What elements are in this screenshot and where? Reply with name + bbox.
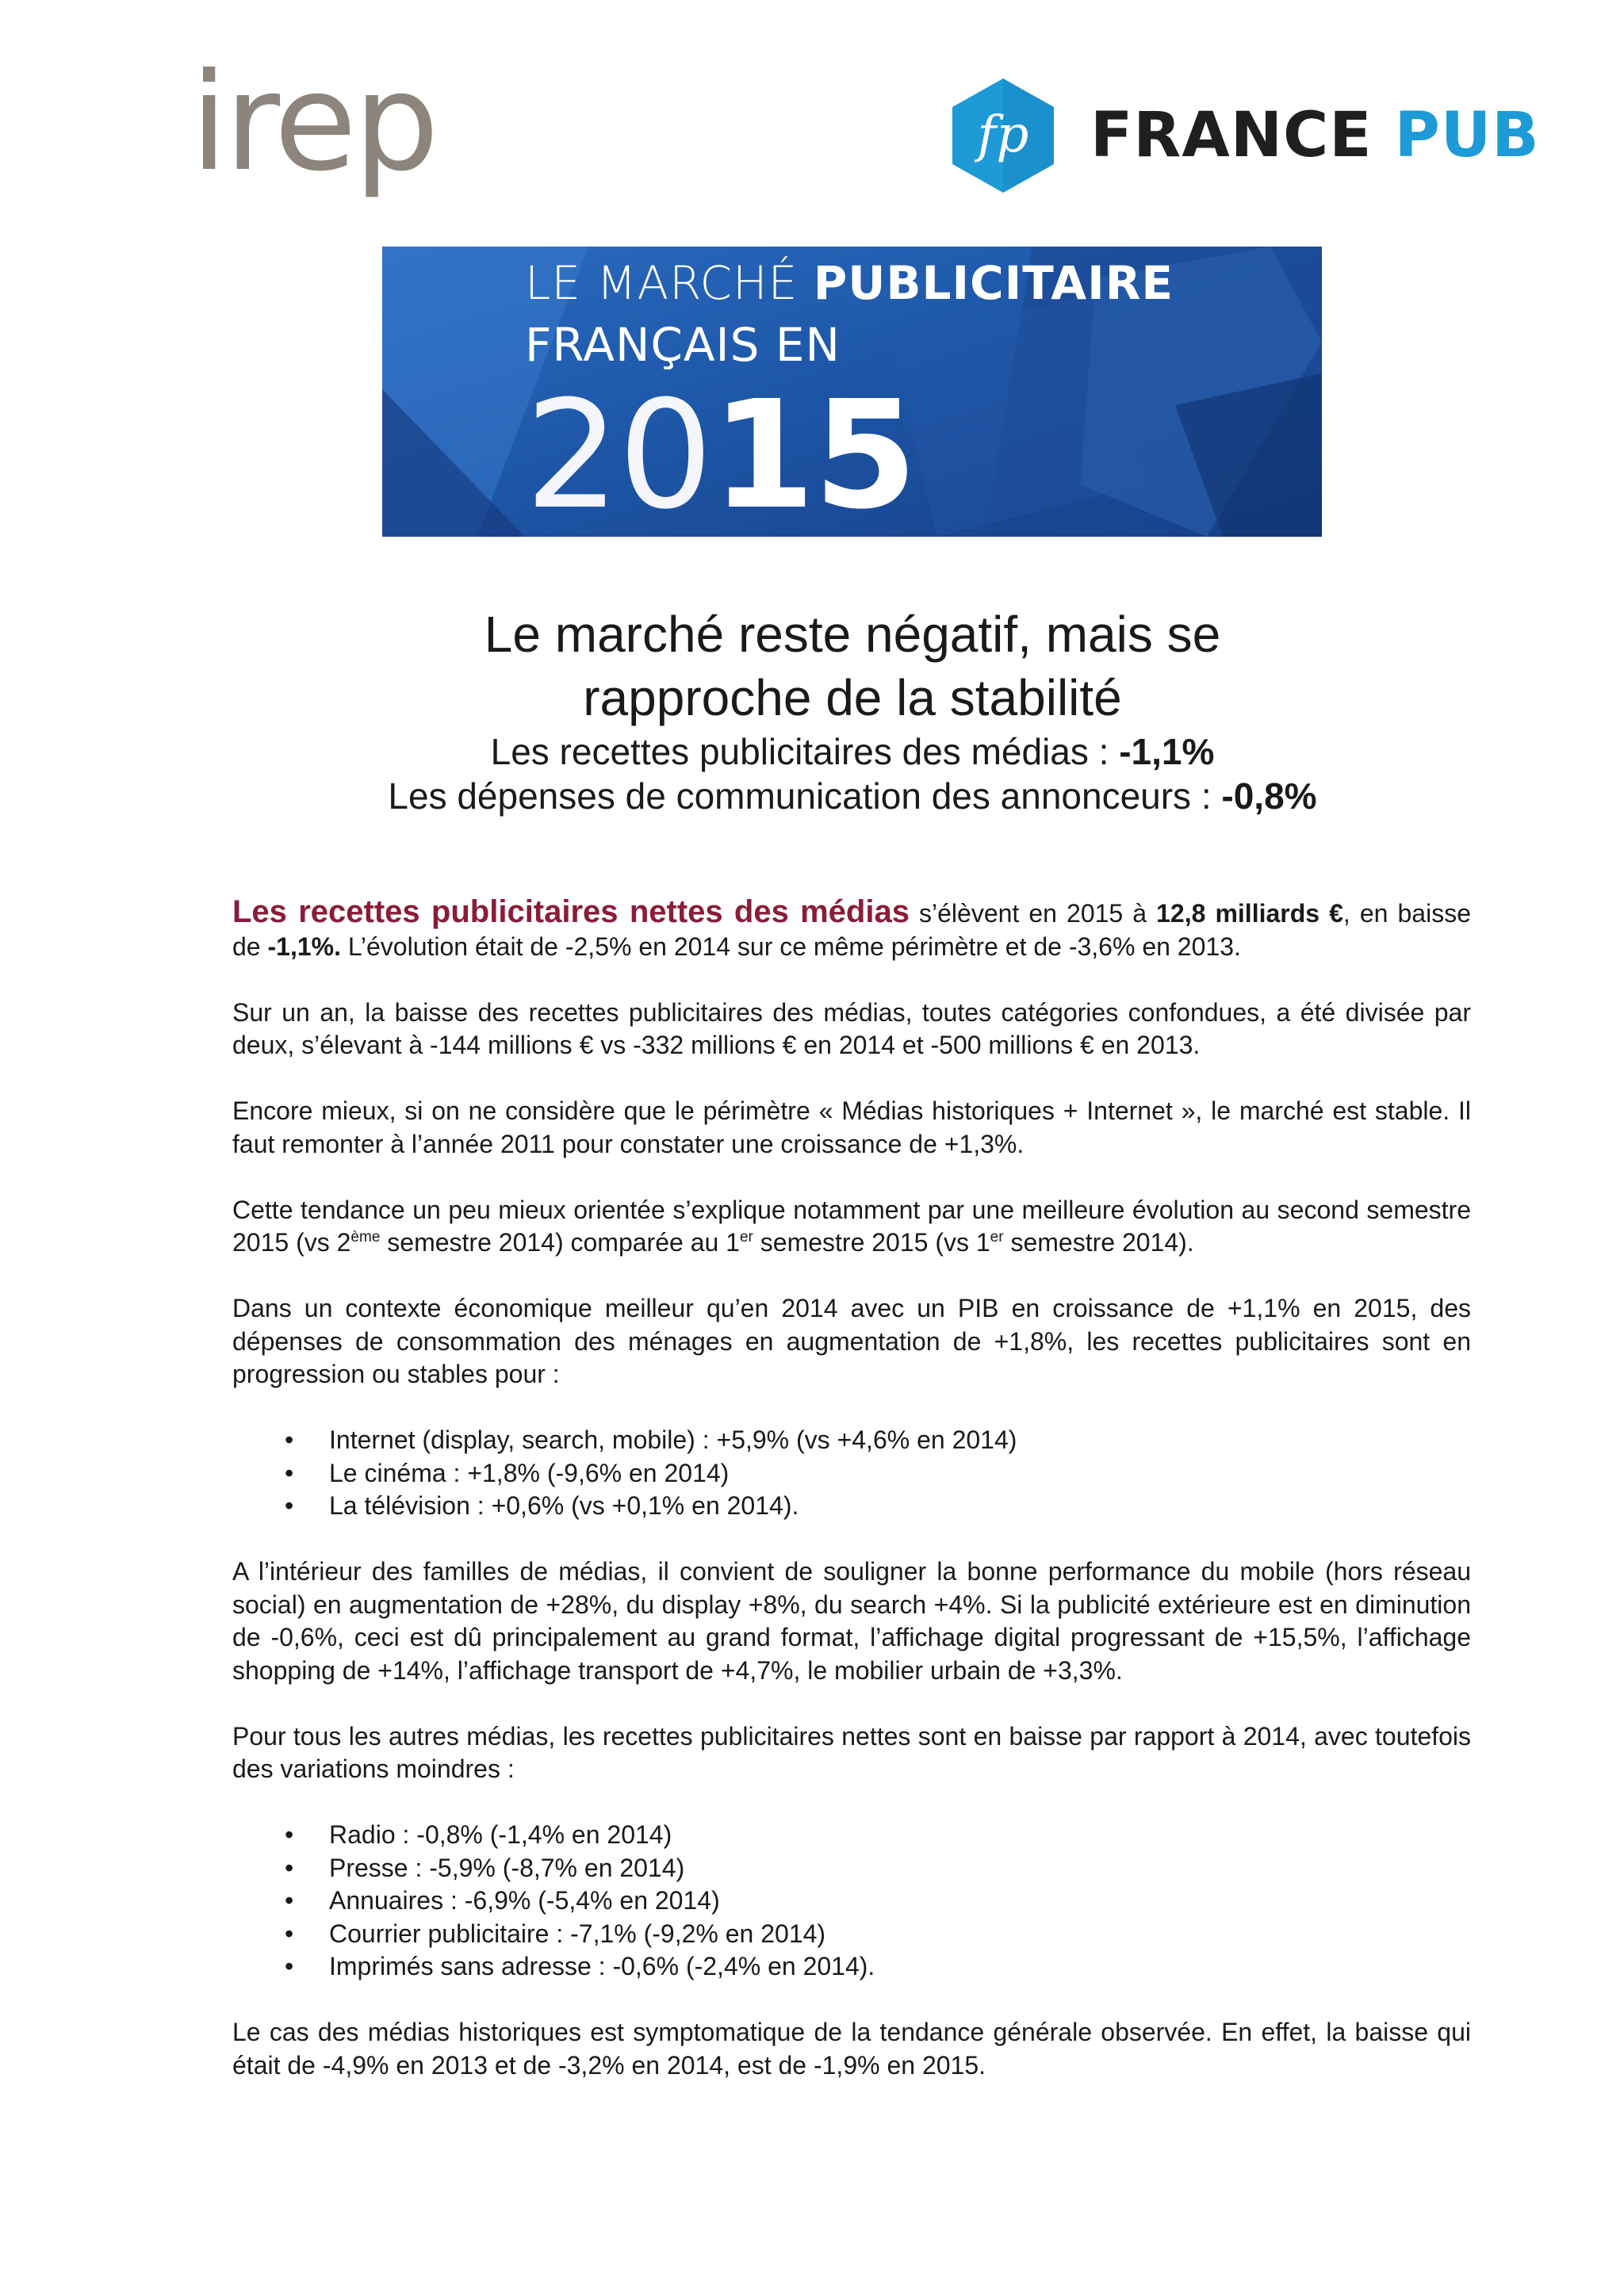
paragraph-2: Sur un an, la baisse des recettes publicitaires des médias, toutes catégories confondues, a été divisée par deux, s’élevant à -144 millions € vs -332 millions € en 2014 et -500 millions € en 2013. bbox=[232, 997, 1471, 1059]
p1-rate: -1,1%. bbox=[267, 932, 341, 961]
subheadline-advertisers-value: -0,8% bbox=[1221, 775, 1317, 817]
p1-text-3: L’évolution était de -2,5% en 2014 sur ce même périmètre et de -3,6% en 2013. bbox=[340, 932, 1241, 961]
p4-text-c: semestre 2015 (vs 1 bbox=[753, 1228, 990, 1257]
list-item: • La télévision : +0,6% (vs +0,1% en 2014). bbox=[232, 1490, 1471, 1523]
list-item: • Imprimés sans adresse : -0,6% (-2,4% en 2014). bbox=[232, 1950, 1471, 1984]
headline-block bbox=[206, 603, 1499, 818]
fp-monogram: fp bbox=[977, 105, 1029, 164]
banner-line1-light: LE MARCHÉ bbox=[525, 256, 799, 310]
subheadline-media-text: Les recettes publicitaires des médias : bbox=[490, 731, 1120, 772]
p4-text-a: Cette tendance un peu mieux orientée s’explique notamment par une meilleure évolution au second semestre 2015 (vs 2 bbox=[232, 1195, 1471, 1257]
paragraph-6: A l’intérieur des familles de médias, il convient de souligner la bonne performance du mobile (hors réseau social) en augmentation de +28%, du display +8%, du search +4%. Si la publicité extérieure est en diminution de -0,6%, ceci est dû principalement au grand format, l’affichage digital progressant de +15,5%, l’affichage shopping de +14%, l’affichage transport de +4,7%, le mobilier urbain de +3,3%. bbox=[232, 1557, 1471, 1685]
banner-year-light: 20 bbox=[525, 369, 712, 537]
banner-year-bold: 15 bbox=[711, 369, 916, 537]
pub-word: PUB bbox=[1394, 100, 1540, 171]
paragraph-7: Pour tous les autres médias, les recettes publicitaires nettes sont en baisse par rapport à 2014, avec toutefois des variations moindres : bbox=[232, 1721, 1471, 1783]
p4-sup-2: er bbox=[739, 1229, 753, 1246]
banner-year bbox=[525, 369, 916, 537]
banner-line1-bold: PUBLICITAIRE bbox=[813, 256, 1174, 310]
p1-text-2: , en baisse de bbox=[232, 899, 1472, 961]
paragraph-5: Dans un contexte économique meilleur qu’en 2014 avec un PIB en croissance de +1,1% en 2015, des dépenses de consommation des ménages en augmentation de +1,8%, les recettes publicitaires sont en progression ou stables pour : bbox=[232, 1294, 1471, 1388]
growth-media-list bbox=[232, 1424, 1471, 1523]
headline-line-1: Le marché reste négatif, mais se bbox=[484, 606, 1221, 663]
france-pub-hexagon-icon bbox=[948, 75, 1059, 196]
paragraph-8: Le cas des médias historiques est symptomatique de la tendance générale observée. En effet, la baisse qui était de -4,9% en 2013 et de -3,2% en 2014, est de -1,9% en 2015. bbox=[232, 2018, 1471, 2080]
headline-line-2: rapproche de la stabilité bbox=[583, 669, 1122, 726]
france-pub-wordmark bbox=[1090, 100, 1540, 171]
title-banner bbox=[382, 247, 1322, 537]
banner-line-1 bbox=[525, 256, 1174, 310]
list-item: • Internet (display, search, mobile) : +5,9% (vs +4,6% en 2014) bbox=[232, 1424, 1471, 1457]
p1-text-1: s’élèvent en 2015 à bbox=[909, 899, 1157, 928]
p4-sup-3: er bbox=[990, 1229, 1004, 1246]
list-item: • Presse : -5,9% (-8,7% en 2014) bbox=[232, 1852, 1471, 1885]
paragraph-3: Encore mieux, si on ne considère que le périmètre « Médias historiques + Internet », le marché est stable. Il faut remonter à l’année 2011 pour constater une croissance de +1,3%. bbox=[232, 1096, 1471, 1158]
subheadline-media-value: -1,1% bbox=[1119, 731, 1215, 772]
list-item: • Courrier publicitaire : -7,1% (-9,2% en 2014) bbox=[232, 1918, 1471, 1951]
list-item: • Annuaires : -6,9% (-5,4% en 2014) bbox=[232, 1885, 1471, 1918]
p4-text-b: semestre 2014) comparée au 1 bbox=[380, 1228, 740, 1257]
list-item: • Radio : -0,8% (-1,4% en 2014) bbox=[232, 1819, 1471, 1852]
irep-logo-text: irep bbox=[190, 44, 436, 201]
subheadline-media bbox=[206, 729, 1499, 774]
banner-line-2: FRANÇAIS EN bbox=[525, 318, 841, 372]
paragraph-4 bbox=[232, 1194, 1471, 1260]
p4-sup-1: ème bbox=[350, 1229, 381, 1246]
irep-logo bbox=[190, 44, 436, 201]
subheadline-advertisers-text: Les dépenses de communication des annonceurs : bbox=[388, 775, 1222, 817]
lead-phrase: Les recettes publicitaires nettes des médias bbox=[232, 894, 910, 929]
declining-media-list bbox=[232, 1819, 1471, 1984]
paragraph-1 bbox=[232, 896, 1471, 963]
p4-text-d: semestre 2014). bbox=[1003, 1228, 1194, 1257]
france-word: FRANCE bbox=[1090, 100, 1373, 171]
france-pub-logo bbox=[948, 75, 1540, 196]
list-item: • Le cinéma : +1,8% (-9,6% en 2014) bbox=[232, 1457, 1471, 1490]
p1-amount: 12,8 milliards € bbox=[1156, 899, 1343, 928]
article-body bbox=[232, 896, 1471, 2115]
subheadline-advertisers bbox=[206, 774, 1499, 818]
